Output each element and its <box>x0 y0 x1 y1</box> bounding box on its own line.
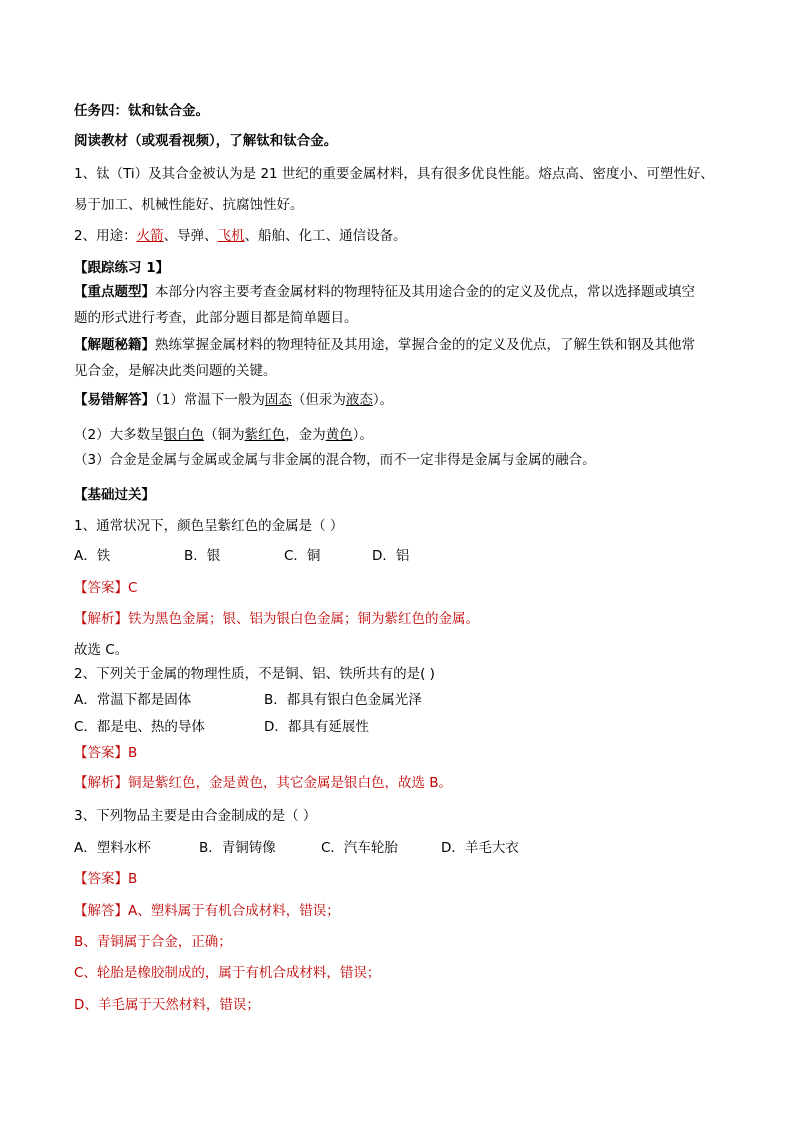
q2-analysis-label: 【解析】 <box>74 775 128 791</box>
q3-answer-label: 【答案】 <box>74 871 128 887</box>
task4-paragraph2 <box>74 226 407 246</box>
q3-option-c: C．汽车轮胎 <box>321 840 398 856</box>
error2-mid1: （铜为 <box>204 427 245 443</box>
error2-suffix: ）。 <box>352 427 373 443</box>
q1-option-a: A．铁 <box>74 548 111 564</box>
q1-analysis <box>74 609 479 629</box>
error1-prefix: （1）常温下一般为 <box>155 392 265 408</box>
q3-explain-b: B、青铜属于合金，正确； <box>74 934 232 950</box>
basics-header: 【基础过关】 <box>74 487 155 503</box>
q1-answer <box>74 578 137 598</box>
q3-explain-a <box>74 901 340 921</box>
q3-explain-a-text: A、塑料属于有机合成材料，错误； <box>128 903 340 919</box>
q1-analysis-label: 【解析】 <box>74 611 128 627</box>
task4-title: 任务四：钛和钛合金。 <box>74 103 209 119</box>
error-label: 【易错解答】 <box>74 392 155 408</box>
q2-stem: 2、下列关于金属的物理性质，不是铜、铝、铁所共有的是( ) <box>74 666 435 682</box>
q3-answer <box>74 869 137 889</box>
error1-solid: 固态 <box>264 392 292 408</box>
error1-suffix: ）。 <box>372 392 394 408</box>
q3-option-b: B．青铜铸像 <box>199 840 276 856</box>
q2-analysis <box>74 773 452 793</box>
q2-options-row1 <box>74 690 422 710</box>
q3-explain-d: D、羊毛属于天然材料，错误； <box>74 997 260 1013</box>
q1-conclusion: 故选 C。 <box>74 642 129 658</box>
q1-analysis-text: 铁为黑色金属；银、铝为银白色金属；铜为紫红色的金属。 <box>128 611 479 627</box>
key-types-text: 本部分内容主要考查金属材料的物理特征及其用途合金的的定义及优点，常以选择题或填空 <box>155 284 695 300</box>
q2-option-a: A．常温下都是固体 <box>74 692 192 708</box>
key-types-line1 <box>74 282 695 302</box>
task4-paragraph1-line2: 易于加工、机械性能好、抗腐蚀性好。 <box>74 197 304 213</box>
q3-option-d: D．羊毛大衣 <box>441 840 519 856</box>
error2-prefix: （2）大多数呈 <box>74 427 164 443</box>
use-rocket: 火箭 <box>136 228 164 244</box>
q2-option-d: D．都具有延展性 <box>264 719 369 735</box>
error-line3: （3）合金是金属与金属或金属与非金属的混合物，而不一定非得是金属与金属的融合。 <box>74 452 596 468</box>
secret-text: 熟练掌握金属材料的物理特征及其用途，掌握合金的的定义及优点，了解生铁和钢及其他常 <box>155 337 695 353</box>
q1-stem: 1、通常状况下，颜色呈紫红色的金属是（ ） <box>74 518 344 534</box>
use-plane: 飞机 <box>217 228 245 244</box>
error2-silver: 银白色 <box>163 427 205 443</box>
q3-option-a: A．塑料水杯 <box>74 840 151 856</box>
q3-explain-label: 【解答】 <box>74 903 128 919</box>
error1-liquid: 液态 <box>345 392 373 408</box>
error2-mid2: ，金为 <box>285 427 326 443</box>
q2-option-b: B．都具有银白色金属光泽 <box>264 692 422 708</box>
q2-analysis-text: 铜是紫红色，金是黄色，其它金属是银白色，故选 B。 <box>128 775 453 791</box>
error-line1 <box>74 390 393 410</box>
secret-line2: 见合金，是解决此类问题的关键。 <box>74 363 277 379</box>
q2-answer-value: B <box>128 745 138 761</box>
error-line2 <box>74 425 373 445</box>
q3-stem: 3、下列物品主要是由合金制成的是（ ） <box>74 808 317 824</box>
q1-option-d: D．铝 <box>372 548 410 564</box>
q2-answer-label: 【答案】 <box>74 745 128 761</box>
uses-prefix: 2、用途： <box>74 228 137 244</box>
q1-option-c: C．铜 <box>284 548 321 564</box>
q2-answer <box>74 743 137 763</box>
q3-explain-c: C、轮胎是橡胶制成的，属于有机合成材料，错误； <box>74 965 381 981</box>
practice-header: 【跟踪练习 1】 <box>74 260 170 276</box>
q1-option-b: B．银 <box>184 548 221 564</box>
q1-options <box>74 546 409 566</box>
error2-yellow: 黄色 <box>325 427 353 443</box>
q3-answer-value: B <box>128 871 138 887</box>
q1-answer-label: 【答案】 <box>74 580 128 596</box>
error1-mid: （但汞为 <box>291 392 346 408</box>
key-types-line2: 题的形式进行考查，此部分题目都是简单题目。 <box>74 310 358 326</box>
q3-options <box>74 838 519 858</box>
key-types-label: 【重点题型】 <box>74 284 155 300</box>
secret-line1 <box>74 335 695 355</box>
error2-purple: 紫红色 <box>244 427 286 443</box>
q2-options-row2 <box>74 717 369 737</box>
secret-label: 【解题秘籍】 <box>74 337 155 353</box>
task4-paragraph1-line1: 1、钛（Ti）及其合金被认为是 21 世纪的重要金属材料，具有很多优良性能。熔点高、密度小、可塑性好、 <box>74 166 714 182</box>
q2-option-c: C．都是电、热的导体 <box>74 719 205 735</box>
uses-suffix: 、船舶、化工、通信设备。 <box>244 228 407 244</box>
task4-reading-instruction: 阅读教材（或观看视频），了解钛和钛合金。 <box>74 133 338 149</box>
uses-separator: 、导弹、 <box>163 228 218 244</box>
q1-answer-value: C <box>128 580 138 596</box>
